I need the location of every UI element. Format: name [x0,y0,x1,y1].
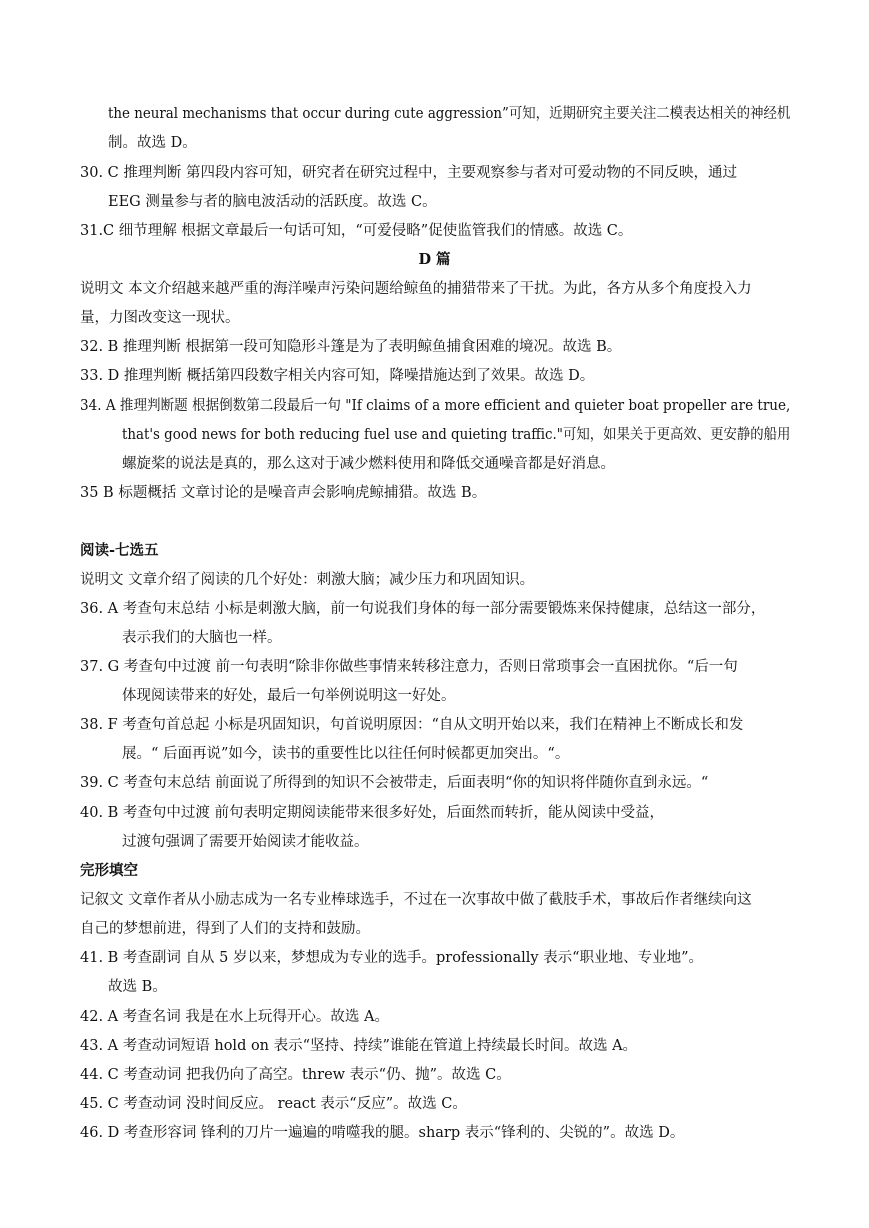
answer-35: 35 B 标题概括 文章讨论的是噪音声会影响虎鲸捕猎。故选 B。 [80,485,487,501]
answer-44: 44. C 考查动词 把我仍向了高空。threw 表示“仍、抛”。故选 C。 [80,1067,511,1083]
answer-37: 37. G 考查句中过渡 前一句表明“除非你做些事情来转移注意力，否则日常琐事会一直困扰你。“后一句 [80,659,738,675]
text-line: 表示我们的大脑也一样。 [122,630,282,646]
answer-46: 46. D 考查形容词 锋利的刀片一遍遍的啃噬我的腿。sharp 表示“锋利的、尖锐的”。故选 D。 [80,1125,685,1141]
text-line: EEG 测量参与者的脑电波活动的活跃度。故选 C。 [108,194,437,210]
answer-40: 40. B 考查句中过渡 前句表明定期阅读能带来很多好处，后面然而转折，能从阅读中受益， [80,805,665,821]
text-line: 体现阅读带来的好处，最后一句举例说明这一好处。 [122,688,456,704]
answer-30: 30. C 推理判断 第四段内容可知，研究者在研究过程中，主要观察参与者对可爱动物的不同反映，通过 [80,165,737,181]
text-line: 展。“ 后面再说”如今，读书的重要性比以往任何时候都更加突出。“。 [122,746,570,762]
section-heading-d: D 篇 [418,251,451,268]
text-line: 制。故选 D。 [108,135,197,151]
text-line: 记叙文 文章作者从小励志成为一名专业棒球选手，不过在一次事故中做了截肢手术，事故后作者继续向这 [80,892,752,908]
section-heading-reading: 阅读-七选五 [80,542,159,559]
answer-31: 31.C 细节理解 根据文章最后一句话可知，“可爱侵略”促使监管我们的情感。故选 C。 [80,223,633,239]
answer-36: 36. A 考查句末总结 小标是刺激大脑，前一句说我们身体的每一部分需要锻炼来保持健康，总结这一部分， [80,601,766,617]
answer-42: 42. A 考查名词 我是在水上玩得开心。故选 A。 [80,1009,389,1025]
text-line: 螺旋桨的说法是真的，那么这对于减少燃料使用和降低交通噪音都是好消息。 [122,456,615,472]
text-line: 自己的梦想前进，得到了人们的支持和鼓励。 [80,921,370,937]
text-line: 说明文 文章介绍了阅读的几个好处：刺激大脑；减少压力和巩固知识。 [80,572,535,588]
section-heading-cloze: 完形填空 [80,862,138,879]
answer-38: 38. F 考查句首总起 小标是巩固知识，句首说明原因：“自从文明开始以来，我们在精神上不断成长和发 [80,717,744,733]
answer-32: 32. B 推理判断 根据第一段可知隐形斗篷是为了表明鲸鱼捕食困难的境况。故选 B。 [80,339,622,355]
answer-43: 43. A 考查动词短语 hold on 表示“坚持、持续”谁能在管道上持续最长时间。故选 A。 [80,1038,638,1054]
text-line: 量，力图改变这一现状。 [80,310,240,326]
answer-33: 33. D 推理判断 概括第四段数字相关内容可知，降噪措施达到了效果。故选 D。 [80,368,595,384]
text-line: 过渡句强调了需要开始阅读才能收益。 [122,834,369,850]
text-line: 说明文 本文介绍越来越严重的海洋噪声污染问题给鲸鱼的捕猎带来了干扰。为此，各方从多个角度投入力 [80,281,752,297]
text-line: that's good news for both reducing fuel use and quieting traffic."可知，如果关于更高效、更安静的船用 [122,427,791,443]
answer-39: 39. C 考查句末总结 前面说了所得到的知识不会被带走，后面表明“你的知识将伴随你直到永远。“ [80,775,709,791]
text-line: 故选 B。 [108,979,167,995]
text-line: the neural mechanisms that occur during cute aggression”可知，近期研究主要关注二模表达相关的神经机 [108,106,791,122]
answer-34: 34. A 推理判断题 根据倒数第二段最后一句 "If claims of a more efficient and quieter boat propeller are true, [80,398,791,414]
answer-41: 41. B 考查副词 自从 5 岁以来，梦想成为专业的选手。professionally 表示“职业地、专业地”。 [80,950,704,966]
answer-45: 45. C 考查动词 没时间反应。 react 表示“反应”。故选 C。 [80,1096,467,1112]
